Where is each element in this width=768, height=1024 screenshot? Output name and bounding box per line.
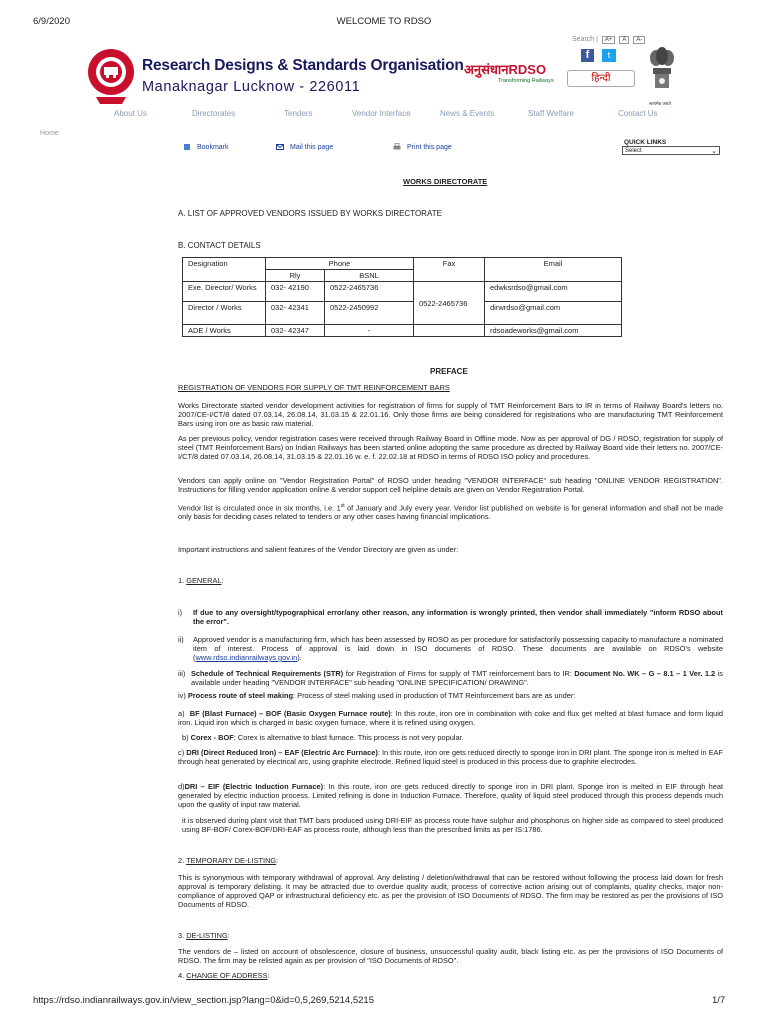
- designation-cell: Exe. Director/ Works: [183, 282, 266, 302]
- rly-cell: 032- 42341: [266, 302, 325, 325]
- preface-subtitle: REGISTRATION OF VENDORS FOR SUPPLY OF TMT REINFORCEMENT BARS: [178, 383, 450, 392]
- preface-paragraph-3: Vendors can apply online on "Vendor Registration Portal" of RDSO under heading "VENDOR INTERFACE" sub heading "ONLINE VENDOR REGISTRATION". Instructions for filling vendor application online & vendor support cell helpline details are given on Vendor Registration Portal.: [178, 476, 723, 494]
- preface-paragraph-1: Works Directorate started vendor development activities for registration of firms for supply of TMT Reinforcement Bars to IR in terms of Railway Board's letters no. 2007/CE-I/CT/8 dated 07.03.14, 26.08.14, 31.03.15 & 22.01.16. Only those firms are being considered for registrations who are manufacturing TMT Reinforcement Bars using iron ore as basic raw material.: [178, 401, 723, 428]
- address-num: 4.: [178, 971, 187, 980]
- brand-mark: अनुसंधानRDSO: [464, 62, 547, 77]
- general-ii-text: [193, 635, 723, 662]
- org-address: Manaknagar Lucknow - 226011: [142, 79, 361, 95]
- route-a-bold: BF (Blast Furnace) – BOF (Basic Oxygen Furnace route): [189, 709, 391, 718]
- address-colon: :: [267, 971, 270, 980]
- temp-delist-num: 2.: [178, 856, 187, 865]
- nav-vendor-interface[interactable]: Vendor Interface: [352, 109, 411, 118]
- route-a-text: : In this route, iron ore in combination with coke and flux get melted at blast furnace and form liquid iron. Liquid iron which is charged in basic oxygen furnace, where it is refined using oxygen.: [178, 709, 724, 727]
- temporary-delisting-heading: [178, 856, 278, 865]
- font-decrease-button[interactable]: A-: [633, 36, 645, 44]
- temp-delist-colon: :: [276, 856, 279, 865]
- brand-tagline: Transforming Railways: [498, 78, 554, 84]
- route-b-bold: Corex - BOF: [190, 733, 234, 742]
- route-d-num: d): [178, 782, 185, 791]
- general-ii-num: ii): [178, 635, 184, 644]
- gii-text-a: Approved vendor is a manufacturing firm, which has been assessed by RDSO as per procedure for satisfactorily possessing capacity to manufacture a nominated item of interest. Process of approval is laid down in ISO documents of RDSO. These documents are available on RDSO's website (: [193, 635, 723, 662]
- breadcrumb-home[interactable]: Home: [40, 130, 59, 137]
- print-page-link[interactable]: [393, 143, 452, 151]
- print-date: 6/9/2020: [33, 16, 70, 27]
- font-normal-button[interactable]: A: [619, 36, 629, 44]
- nav-contact-us[interactable]: Contact Us: [618, 109, 658, 118]
- bookmark-icon: [183, 143, 191, 151]
- giv-text: : Process of steel making used in production of TMT Reinforcement bars are as under:: [293, 691, 576, 700]
- mail-icon: [276, 143, 284, 151]
- nav-about-us[interactable]: About Us: [114, 109, 147, 118]
- search-link[interactable]: Search: [572, 36, 595, 43]
- hindi-language-button[interactable]: हिन्दी: [567, 70, 635, 87]
- delist-num: 3.: [178, 931, 187, 940]
- general-iii-num: iii): [178, 669, 186, 678]
- route-b-num: b): [182, 733, 189, 742]
- route-c-text: : In this route, iron ore gets reduced directly to sponge iron in DRI plant. The sponge iron is melted in EAF through heat generated by electrical arc, using graphite electrode. Refined liquid steel is produced in this process due to graphite electrodes.: [178, 748, 723, 766]
- giii-text-b: is available under heading "VENDOR INTERFACE" sub heading "ONLINE SPECIFICATION/ DRAWING".: [191, 669, 723, 687]
- delisting-heading: [178, 931, 230, 940]
- nav-directorates[interactable]: Directorates: [192, 109, 236, 118]
- search-and-font-controls: Search | A+ A A-: [572, 36, 645, 44]
- email-cell[interactable]: dirwrdso@gmail.com: [485, 302, 622, 325]
- route-d: [178, 782, 723, 809]
- contact-details-heading: B. CONTACT DETAILS: [178, 241, 261, 250]
- temp-delist-label: TEMPORARY DE-LISTING: [186, 856, 277, 865]
- route-d-bold: DRI – EIF (Electric Induction Furnace): [184, 782, 324, 791]
- change-of-address-heading: [178, 971, 270, 980]
- delist-colon: :: [227, 931, 230, 940]
- general-i-text: If due to any oversight/typographical error/any other reason, any information is wrongly printed, then vendor shall immediately "inform RDSO about the error".: [193, 608, 723, 626]
- p4-sup: st: [340, 503, 345, 509]
- route-b-text: : Corex is alternative to blast furnace. This process is not very popular.: [233, 733, 464, 742]
- general-num: 1.: [178, 576, 187, 585]
- preface-paragraph-2: As per previous policy, vendor registration cases were received through Railway Board in Offline mode. Now as per approval of DG / RDSO, registration for supply of steel (TMT Reinforcement Bars) on Indian Railways has been started online adopting the same procedure as directed by Railway Board vide their letters no. 2007/CE-I/CT/8 dated 07.03.14, 26.08.14, 31.03.15 & 22.01.16 w. e. f. 22.02.18 at RDSO in terms of RDSO ISO policy and procedures.: [178, 434, 723, 461]
- preface-title: PREFACE: [430, 367, 468, 376]
- giii-doc: Document No. WK – G – 8.1 – 1 Ver. 1.2: [574, 669, 716, 678]
- giv-bold: Process route of steel making: [187, 691, 294, 700]
- quick-links-select[interactable]: [622, 146, 720, 155]
- bsnl-cell: 0522-2465736: [325, 282, 414, 302]
- bsnl-cell: -: [325, 325, 414, 337]
- instructions-intro: Important instructions and salient features of the Vendor Directory are given as under:: [178, 545, 459, 554]
- approved-vendors-list-link[interactable]: A. LIST OF APPROVED VENDORS ISSUED BY WORKS DIRECTORATE: [178, 209, 442, 218]
- emblem-caption: सत्यमेव जयते: [649, 101, 671, 106]
- font-increase-button[interactable]: A+: [602, 36, 616, 44]
- giii-text-a: for Registration of Firms for supply of TMT reinforcement bars to IR:: [343, 669, 575, 678]
- giv-num: iv): [178, 691, 186, 700]
- email-cell[interactable]: rdsoadeworks@gmail.com: [485, 325, 622, 337]
- p4-text-a: Vendor list is circulated once in six months, i.e. 1: [178, 503, 341, 513]
- rly-cell: 032- 42190: [266, 282, 325, 302]
- table-row: [183, 302, 622, 325]
- delist-label: DE-LISTING: [186, 931, 228, 940]
- bsnl-cell: 0522-2450992: [325, 302, 414, 325]
- route-d-text: : In this route, iron ore gets reduced directly to sponge iron in DRI plant. Sponge iron is melted in EIF through heat generated by electric induction process. Limited refining is done in Induction Furnace. Therefore, quality of liquid steel produced through this process depends much upon the quality of input raw material.: [178, 782, 724, 809]
- rdso-brand-logo: [464, 60, 556, 94]
- page-title: WORKS DIRECTORATE: [403, 177, 488, 186]
- fax-cell: 0522-2465736: [414, 282, 485, 325]
- quick-links-label: QUICK LINKS: [624, 139, 667, 146]
- quick-links-selected: Select: [625, 148, 642, 154]
- general-iv: [178, 691, 575, 700]
- bookmark-link[interactable]: [183, 143, 229, 151]
- route-a-num: a): [178, 709, 185, 718]
- email-cell[interactable]: edwksrdso@gmail.com: [485, 282, 622, 302]
- route-b: [182, 733, 464, 742]
- nav-tenders[interactable]: Tenders: [284, 109, 313, 118]
- print-icon: [393, 143, 401, 151]
- designation-cell: ADE / Works: [183, 325, 266, 337]
- route-a: [178, 709, 723, 727]
- header-phone: Phone: [266, 258, 414, 270]
- rly-cell: 032- 42347: [266, 325, 325, 337]
- national-emblem-icon: [648, 46, 676, 106]
- general-iii-text: [191, 669, 723, 687]
- fax-cell-empty: [414, 325, 485, 337]
- route-c-num: c): [178, 748, 185, 757]
- facebook-icon[interactable]: f: [581, 49, 594, 62]
- general-colon: :: [221, 576, 224, 585]
- indian-railways-logo[interactable]: [86, 45, 136, 107]
- header-fax: Fax: [414, 258, 485, 282]
- contact-table: [182, 257, 622, 337]
- nav-staff-welfare[interactable]: Staff Welfare: [528, 109, 574, 118]
- print-footer-url: https://rdso.indianrailways.gov.in/view_section.jsp?lang=0&id=0,5,269,5214,5215: [33, 995, 374, 1006]
- header-bsnl: BSNL: [325, 270, 414, 282]
- chevron-down-icon: ⌄: [711, 148, 717, 155]
- delisting-text: The vendors de – listed on account of obsolescence, closure of business, unsuccessful quality audit, black listing etc. as per the provisions of ISO Documents of RDSO. The firm may be relisted again as per provision of "ISO Documents of RDSO".: [178, 947, 723, 965]
- general-heading: [178, 576, 224, 585]
- address-label: CHANGE OF ADDRESS: [186, 971, 268, 980]
- temporary-delisting-text: This is synonymous with temporary withdrawal of approval. Any delisting / deletion/withdrawal that can be restored without following the process laid down for fresh approval is temporary delisting. It may be attracted due to overdue quality audit, process of corrective action arising out of complaints, quality checks, major non-compliance of approved QAP or infrastructural deficiency etc. as per the provision of ISO Documents of RDSO. The firm may be restored as per the provisions of ISO Documents of RDSO.: [178, 873, 723, 909]
- designation-cell: Director / Works: [183, 302, 266, 325]
- table-row: [183, 325, 622, 337]
- header-designation: Designation: [183, 258, 266, 282]
- print-label: Print this page: [407, 143, 452, 151]
- org-name: Research Designs & Standards Organisation: [142, 57, 464, 74]
- header-email: Email: [485, 258, 622, 282]
- route-observation: it is observed during plant visit that TMT bars produced using DRI-EIF as process route have sulphur and phosphorus on higher side as compared to steel produced using BF-BOF/ Corex-BOF/DRI-EAF as process route, although less than the prescribed limits as per IS:1786.: [182, 816, 723, 834]
- p4-text-b: of January and July every year. Vendor list published on website is for general information and shall not be made only basis for deciding cases related to tenders or any other cases having financial implications.: [178, 503, 723, 522]
- gii-text-b: ).: [297, 653, 302, 662]
- table-row: [183, 282, 622, 302]
- preface-paragraph-4: [178, 502, 723, 521]
- twitter-icon[interactable]: t: [602, 49, 616, 62]
- mail-page-link[interactable]: [276, 143, 333, 151]
- general-i-num: i): [178, 608, 183, 617]
- print-title: WELCOME TO RDSO: [336, 16, 432, 27]
- route-c-bold: DRI (Direct Reduced Iron) – EAF (Electric Arc Furnace): [186, 748, 378, 757]
- general-label: GENERAL: [186, 576, 222, 585]
- mail-label: Mail this page: [290, 143, 334, 151]
- nav-news-events[interactable]: News & Events: [440, 109, 495, 118]
- header-rly: Rly: [266, 270, 325, 282]
- bookmark-label: Bookmark: [197, 143, 229, 151]
- print-page-number: 1/7: [712, 995, 726, 1006]
- giii-bold: Schedule of Technical Requirements (STR): [191, 669, 344, 678]
- route-c: [178, 748, 723, 766]
- rdso-website-link[interactable]: www.rdso.indianrailways.gov.in: [195, 653, 298, 662]
